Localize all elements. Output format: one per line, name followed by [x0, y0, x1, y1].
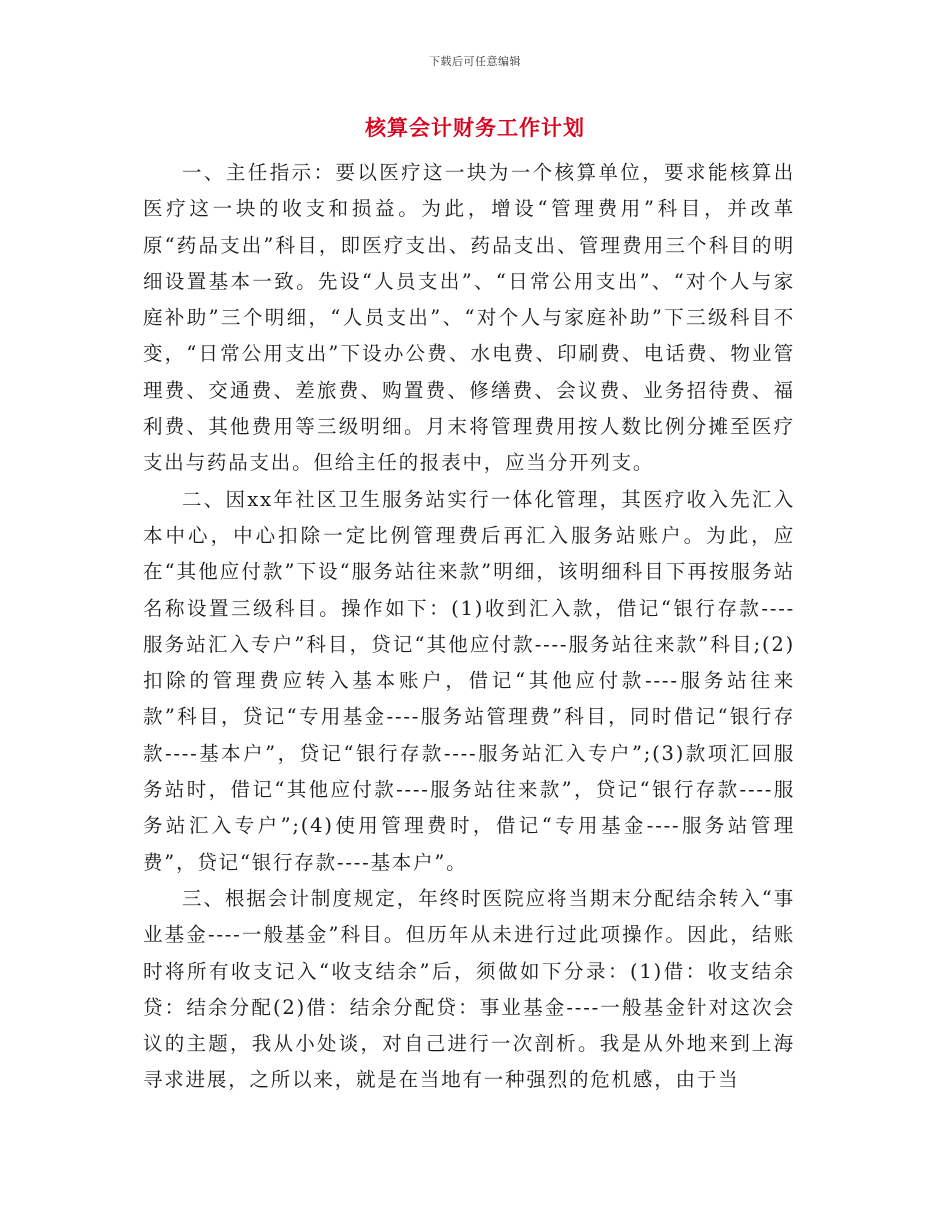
paragraph-2: 二、因xx年社区卫生服务站实行一体化管理，其医疗收入先汇入本中心，中心扣除一定比例管理费后再汇入服务站账户。为此，应在“其他应付款”下设“服务站往来款”明细，该明细科目下再按服务站名称设置三级科目。操作如下：(1)收到汇入款，借记“银行存款----服务站汇入专户”科目，贷记“其他应付款----服务站往来款”科目;(2)扣除的管理费应转入基本账户，借记“其他应付款----服务站往来款”科目，贷记“专用基金----服务站管理费”科目，同时借记“银行存款----基本户”，贷记“银行存款----服务站汇入专户”;(3)款项汇回服务站时，借记“其他应付款----服务站往来款”，贷记“银行存款----服务站汇入专户”;(4)使用管理费时，借记“专用基金----服务站管理费”，贷记“银行存款----基本户”。	[143, 487, 795, 874]
document-title: 核算会计财务工作计划	[365, 115, 585, 140]
paragraph-3: 三、根据会计制度规定，年终时医院应将当期末分配结余转入“事业基金----一般基金”科目。但历年从未进行过此项操作。因此，结账时将所有收支记入“收支结余”后，须做如下分录：(1)借：收支结余贷：结余分配(2)借：结余分配贷：事业基金----一般基金针对这次会议的主题，我从小处谈，对自己进行一次剖析。我是从外地来到上海寻求进展，之所以来，就是在当地有一种强烈的危机感，由于当	[143, 886, 795, 1092]
document-body	[143, 155, 795, 1099]
header-note: 下载后可任意编辑	[429, 55, 521, 68]
paragraph-1: 一、主任指示：要以医疗这一块为一个核算单位，要求能核算出医疗这一块的收支和损益。为此，增设“管理费用”科目，并改革原“药品支出”科目，即医疗支出、药品支出、管理费用三个科目的明细设置基本一致。先设“人员支出”、“日常公用支出”、“对个人与家庭补助”三个明细，“人员支出”、“对个人与家庭补助”下三级科目不变，“日常公用支出”下设办公费、水电费、印刷费、电话费、物业管理费、交通费、差旅费、购置费、修缮费、会议费、业务招待费、福利费、其他费用等三级明细。月末将管理费用按人数比例分摊至医疗支出与药品支出。但给主任的报表中，应当分开列支。	[143, 161, 795, 475]
